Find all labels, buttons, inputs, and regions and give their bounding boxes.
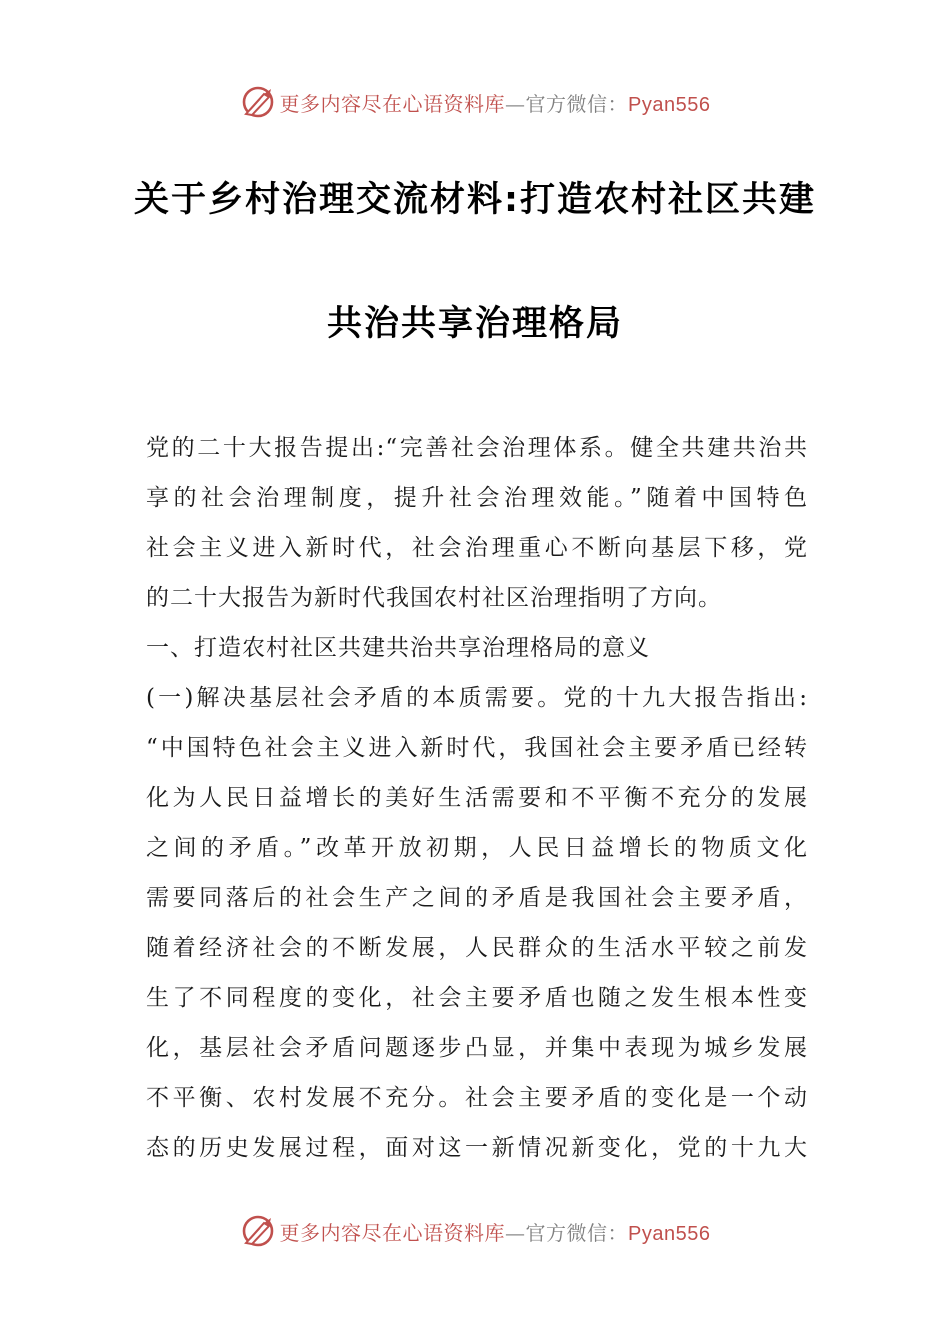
body-line: 享的社会治理制度，提升社会治理效能。”随着中国特色: [146, 485, 808, 511]
body-line: 随着经济社会的不断发展，人民群众的生活水平较之前发: [146, 935, 808, 961]
banner-site-text: 更多内容尽在心语资料库: [279, 1220, 506, 1245]
document-title-line-2: 共治共享治理格局: [326, 304, 623, 344]
body-line: 化，基层社会矛盾问题逐步凸显，并集中表现为城乡发展: [146, 1035, 808, 1061]
body-line: (一)解决基层社会矛盾的本质需要。党的十九大报告指出:: [146, 685, 808, 711]
pen-nib-circle-icon: [240, 84, 276, 120]
body-line: 需要同落后的社会生产之间的矛盾是我国社会主要矛盾，: [146, 885, 808, 911]
body-line: 党的二十大报告提出:“完善社会治理体系。健全共建共治共: [146, 435, 808, 461]
header-banner: [0, 82, 950, 122]
banner-text: [280, 1217, 711, 1246]
body-line: 生了不同程度的变化，社会主要矛盾也随之发生根本性变: [146, 985, 808, 1011]
document-body: [146, 428, 808, 1178]
section-heading: 一、打造农村社区共建共治共享治理格局的意义: [146, 635, 650, 661]
body-line: 之间的矛盾。”改革开放初期，人民日益增长的物质文化: [146, 835, 808, 861]
body-line: 不平衡、农村发展不充分。社会主要矛盾的变化是一个动: [146, 1085, 808, 1111]
body-line: “中国特色社会主义进入新时代，我国社会主要矛盾已经转: [146, 735, 808, 761]
pen-nib-circle-icon: [240, 1213, 276, 1249]
banner-wechat-label: 官方微信：: [525, 1220, 629, 1245]
body-line: 社会主义进入新时代，社会治理重心不断向基层下移，党: [146, 535, 808, 561]
body-line: 的二十大报告为新时代我国农村社区治理指明了方向。: [146, 585, 722, 611]
banner-wechat-label: 官方微信：: [525, 91, 629, 116]
banner-wechat-id: Pyan556: [628, 1222, 711, 1245]
document-title-line-1: 关于乡村治理交流材料:打造农村社区共建: [134, 180, 816, 220]
body-line: 化为人民日益增长的美好生活需要和不平衡不充分的发展: [146, 785, 808, 811]
banner-dash: —: [505, 1220, 526, 1245]
banner-wechat-id: Pyan556: [628, 93, 711, 116]
footer-banner: [0, 1211, 950, 1251]
banner-text: [280, 88, 711, 117]
banner-site-text: 更多内容尽在心语资料库: [279, 91, 506, 116]
body-line: 态的历史发展过程，面对这一新情况新变化，党的十九大: [146, 1135, 808, 1161]
banner-dash: —: [505, 91, 526, 116]
